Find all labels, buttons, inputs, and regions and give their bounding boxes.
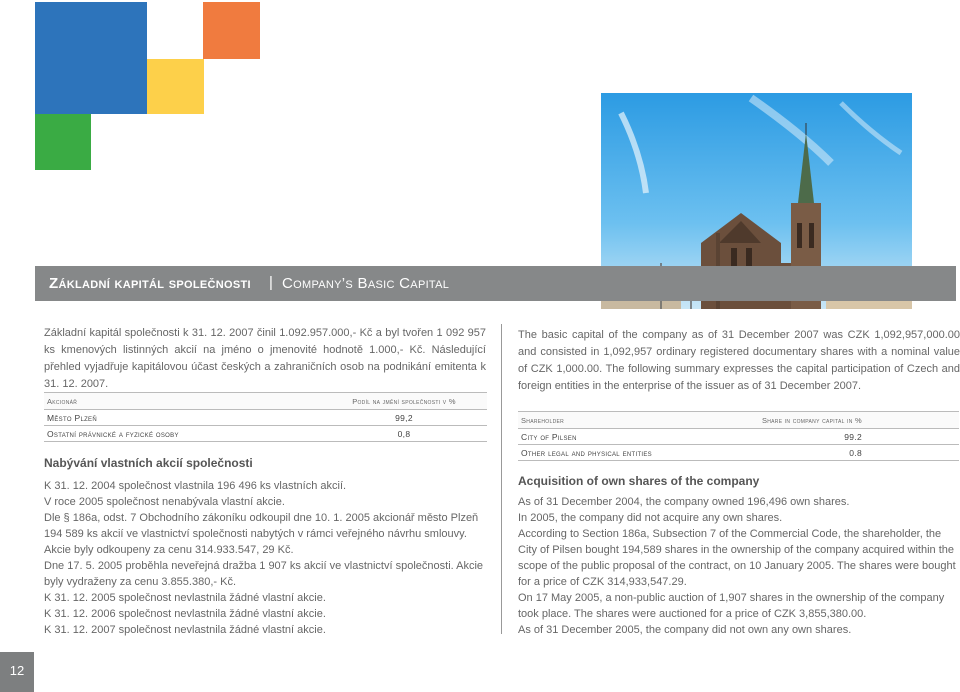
table-header-shareholder: Shareholder	[518, 412, 699, 429]
czech-shareholder-table	[44, 392, 487, 442]
table-header-share: Podíl na jmění společnosti v %	[321, 393, 487, 410]
table-row	[44, 426, 487, 442]
text-line: K 31. 12. 2004 společnost vlastnila 196 496 ks vlastních akcií.	[44, 480, 347, 492]
title-separator: |	[269, 274, 274, 291]
english-own-shares-text	[518, 494, 960, 638]
table-header-row	[518, 412, 959, 429]
text-line: K 31. 12. 2006 společnost nevlastnila žádné vlastní akcie.	[44, 608, 326, 620]
table-row	[518, 445, 959, 461]
page-number: 12	[0, 652, 34, 692]
text-line: K 31. 12. 2005 společnost nevlastnila žádné vlastní akcie.	[44, 592, 326, 604]
decor-square-orange	[203, 2, 260, 59]
text-line: Dle § 186a, odst. 7 Obchodního zákoníku odkoupil dne 10. 1. 2005 akcionář město Plzeň 194 589 ks akcií ve vlastnictví společnosti nabytých v rámci veřejného návrhu smlouvy.	[44, 512, 479, 540]
table-row	[518, 429, 959, 445]
section-title-english: Company’s Basic Capital	[282, 275, 450, 292]
english-subheading: Acquisition of own shares of the company	[518, 474, 760, 488]
text-line: In 2005, the company did not acquire any own shares.	[518, 512, 783, 524]
table-cell-share: 0,8	[321, 426, 487, 442]
section-title-czech: Základní kapitál společnosti	[49, 275, 251, 292]
table-cell-shareholder: Other legal and physical entities	[518, 445, 699, 461]
czech-intro-paragraph: Základní kapitál společnosti k 31. 12. 2007 činil 1.092.957.000,- Kč a byl tvořen 1 092 957 ks kmenových listinných akcií na jméno o jmenovité hodnotě 1.000,- Kč. Následující přehled vyjadřuje kapitálovou účast českých a zahraničních osob na podnikání emitenta k 31. 12. 2007.	[44, 327, 486, 390]
text-line: V roce 2005 společnost nenabývala vlastní akcie.	[44, 496, 285, 508]
table-cell-share: 99.2	[699, 429, 959, 445]
english-shareholder-table	[518, 411, 959, 461]
table-cell-share: 0.8	[699, 445, 959, 461]
czech-subheading: Nabývání vlastních akcií společnosti	[44, 456, 253, 470]
english-intro-paragraph: The basic capital of the company as of 31 December 2007 was CZK 1,092,957,000.00 and consisted in 1,092,957 ordinary registered documentary shares with a nominal value of CZK 1,000.00. The following summary expresses the capital participation of Czech and foreign entities in the enterprise of the issuer as of 31 December 2007.	[518, 329, 960, 392]
text-line: Dne 17. 5. 2005 proběhla neveřejná dražba 1 907 ks akcií ve vlastnictví společnosti. Akcie byly vydraženy za cenu 3.855.380,- Kč.	[44, 560, 484, 588]
text-line: Akcie byly odkoupeny za cenu 314.933.547, 29 Kč.	[44, 544, 294, 556]
text-line: K 31. 12. 2007 společnost nevlastnila žádné vlastní akcie.	[44, 624, 326, 636]
column-divider	[501, 324, 502, 634]
table-cell-share: 99,2	[321, 410, 487, 426]
table-cell-shareholder: Ostatní právnické a fyzické osoby	[44, 426, 321, 442]
table-row	[44, 410, 487, 426]
section-title-bar	[35, 266, 956, 301]
table-header-share: Share in company capital in %	[699, 412, 959, 429]
text-line: As of 31 December 2005, the company did not own any own shares.	[518, 624, 852, 636]
decor-square-yellow	[147, 59, 204, 114]
text-line: As of 31 December 2004, the company owned 196,496 own shares.	[518, 496, 850, 508]
table-cell-shareholder: City of Pilsen	[518, 429, 699, 445]
decor-square-blue	[35, 2, 147, 114]
text-line: On 17 May 2005, a non-public auction of 1,907 shares in the ownership of the company took place. The shares were auctioned for a price of CZK 3,855,380.00.	[518, 592, 945, 620]
table-cell-shareholder: Město Plzeň	[44, 410, 321, 426]
text-line: According to Section 186a, Subsection 7 of the Commercial Code, the shareholder, the City of Pilsen bought 194,589 shares in the ownership of the company acquired within the scope of the public proposal of the contract, on 10 January 2005. The shares were bought for a price of CZK 314,933,547.29.	[518, 528, 956, 588]
decor-square-green	[35, 114, 91, 170]
czech-own-shares-text	[44, 478, 492, 638]
table-header-shareholder: Akcionář	[44, 393, 321, 410]
table-header-row	[44, 393, 487, 410]
